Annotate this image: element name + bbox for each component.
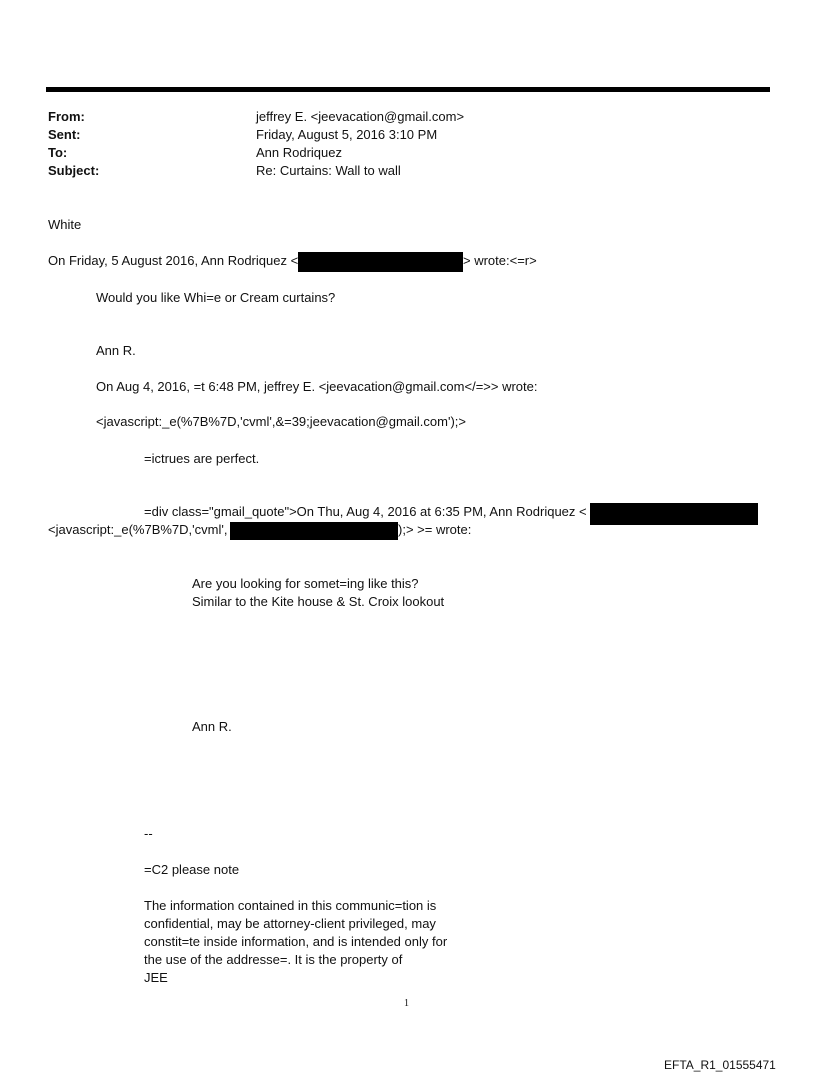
redaction-box [298,252,463,272]
quote3-js-link: <javascript:_e(%7B%7D,'cvml', [48,522,228,537]
quote3-intro-end: );> >= wrote: [398,522,472,537]
quote1-signature: Ann R. [96,343,136,358]
subject-value: Re: Curtains: Wall to wall [256,163,401,178]
to-label: To: [48,145,68,160]
document-id: EFTA_R1_01555471 [664,1058,776,1072]
quote2-intro: On Aug 4, 2016, =t 6:48 PM, jeffrey E. <jeevacation@gmail.com</=>> wrote: [96,379,538,394]
quote1-intro-end: > wrote:<=r> [463,253,537,268]
sent-label: Sent: [48,127,81,142]
from-value: jeffrey E. <jeevacation@gmail.com> [256,109,465,124]
reply-text: White [48,217,82,232]
quote2-text: =ictrues are perfect. [144,451,260,466]
disclaimer-line: the use of the addresse=. It is the property of [144,952,403,967]
signature-note: =C2 please note [144,862,240,877]
quote3-intro: =div class="gmail_quote">On Thu, Aug 4, 2016 at 6:35 PM, Ann Rodriquez < [144,504,587,519]
redaction-box [590,503,758,525]
quote3-line: Are you looking for somet=ing like this? [192,576,419,591]
signature-dashes: -- [144,826,153,841]
quote1-intro: On Friday, 5 August 2016, Ann Rodriquez < [48,253,299,268]
disclaimer-line: JEE [144,970,168,985]
page-number: 1 [404,998,409,1009]
sent-value: Friday, August 5, 2016 3:10 PM [256,127,438,142]
quote2-js-link: <javascript:_e(%7B%7D,'cvml',&=39;jeevacation@gmail.com');> [96,414,466,429]
disclaimer-line: The information contained in this communic=tion is [144,898,437,913]
to-value: Ann Rodriquez [256,145,342,160]
redaction-box [230,522,398,540]
quote1-line: Would you like Whi=e or Cream curtains? [96,290,336,305]
quote3-signature: Ann R. [192,719,232,734]
disclaimer-line: confidential, may be attorney-client privileged, may [144,916,436,931]
header-rule [46,87,770,92]
quote3-line: Similar to the Kite house & St. Croix lookout [192,594,445,609]
from-label: From: [48,109,85,124]
disclaimer-line: constit=te inside information, and is intended only for [144,934,448,949]
subject-label: Subject: [48,163,100,178]
